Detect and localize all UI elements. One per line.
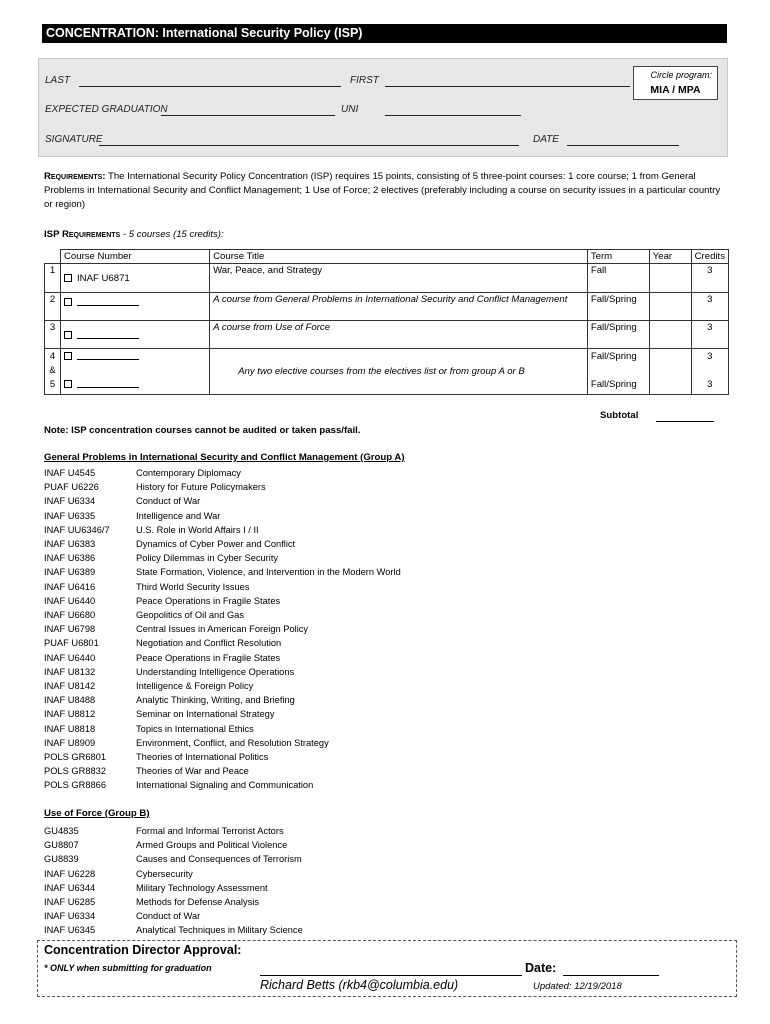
isp-requirements-sub: - 5 courses (15 credits): <box>120 229 224 240</box>
group-b-title: Use of Force (Group B) <box>44 808 150 819</box>
list-item <box>44 622 401 636</box>
approval-date-label: Date: <box>525 961 557 975</box>
approval-date-field[interactable] <box>563 975 659 976</box>
isp-requirements-label: ISP Requirements <box>44 229 121 240</box>
course-name: Formal and Informal Terrorist Actors <box>136 826 284 836</box>
course-code: INAF U4545 <box>44 468 96 478</box>
list-item <box>44 693 401 707</box>
list-item <box>44 580 401 594</box>
course-name: Armed Groups and Political Violence <box>136 840 288 851</box>
course-title-header: Course Title <box>210 250 588 264</box>
list-item <box>44 523 401 537</box>
course-name: Causes and Consequences of Terrorism <box>136 854 302 865</box>
year-cell[interactable] <box>649 349 691 395</box>
student-info-box <box>38 58 728 157</box>
course-title: Any two elective courses from the electives list or from group A or B <box>210 349 588 395</box>
course-name: Policy Dilemmas in Cyber Security <box>136 553 279 564</box>
list-item <box>44 594 401 608</box>
list-item <box>44 852 303 866</box>
list-item <box>44 608 401 622</box>
list-item <box>44 838 303 852</box>
course-number-blank[interactable] <box>77 352 139 360</box>
course-code: INAF U6680 <box>44 610 96 621</box>
list-item <box>44 909 303 923</box>
course-name: Negotiation and Conflict Resolution <box>136 638 282 649</box>
updated-date: Updated: 12/19/2018 <box>533 981 622 992</box>
course-code: INAF U6228 <box>44 868 96 879</box>
audit-note: Note: ISP concentration courses cannot be audited or taken pass/fail. <box>44 425 361 436</box>
course-code: INAF U6344 <box>44 882 96 893</box>
course-code: PUAF U6801 <box>44 638 99 649</box>
checkbox[interactable] <box>64 298 72 306</box>
course-code: GU4835 <box>44 826 79 836</box>
course-number-blank[interactable] <box>77 380 139 388</box>
year-cell[interactable] <box>649 321 691 349</box>
course-code: INAF U6440 <box>44 595 96 606</box>
course-code: INAF U6334 <box>44 496 96 507</box>
course-code: INAF U8812 <box>44 709 96 720</box>
list-item <box>44 636 401 650</box>
credits: 3 <box>691 293 728 321</box>
course-name: Understanding Intelligence Operations <box>136 666 295 677</box>
list-item <box>44 494 401 508</box>
group-a-list <box>44 466 401 793</box>
list-item <box>44 537 401 551</box>
list-item <box>44 665 401 679</box>
list-item <box>44 651 401 665</box>
subtotal-label: Subtotal <box>600 410 639 421</box>
credits: 3 <box>691 264 728 293</box>
list-item <box>44 867 303 881</box>
course-name: U.S. Role in World Affairs I / II <box>136 524 259 535</box>
list-item <box>44 736 401 750</box>
list-item <box>44 679 401 693</box>
course-table <box>44 249 729 395</box>
row-number: 3 <box>45 321 61 349</box>
course-code: GU8807 <box>44 840 79 851</box>
circle-program-label: Circle program: <box>650 70 712 80</box>
approval-heading: Concentration Director Approval: <box>44 943 242 957</box>
director-name: Richard Betts (rkb4@columbia.edu) <box>260 978 459 992</box>
term: Fall/Spring <box>590 351 637 362</box>
table-row <box>45 264 729 293</box>
list-item <box>44 565 401 579</box>
row-number: 1 <box>45 264 61 293</box>
term: Fall/Spring <box>587 293 649 321</box>
course-code: INAF U8909 <box>44 737 96 748</box>
program-circle-box[interactable] <box>633 66 718 100</box>
row-number: 4 & 5 <box>45 349 61 395</box>
course-code: INAF U6285 <box>44 897 96 908</box>
course-number-blank[interactable] <box>77 298 139 306</box>
course-name: Intelligence & Foreign Policy <box>136 681 254 692</box>
table-row <box>45 321 729 349</box>
course-name: Methods for Defense Analysis <box>136 897 259 908</box>
list-item <box>44 750 401 764</box>
course-code: POLS GR8832 <box>44 766 107 777</box>
date-field[interactable] <box>567 145 679 146</box>
course-title: A course from General Problems in International Security and Conflict Management <box>210 293 588 321</box>
last-name-field[interactable] <box>79 86 341 87</box>
course-code: INAF U6345 <box>44 925 96 936</box>
expected-graduation-label: EXPECTED GRADUATION <box>45 104 168 115</box>
requirements-label: Requirements: <box>44 171 106 182</box>
course-code: INAF U6798 <box>44 624 96 635</box>
course-code: INAF U6383 <box>44 539 96 550</box>
signature-label: SIGNATURE <box>45 134 103 145</box>
uni-field[interactable] <box>385 115 521 116</box>
isp-requirements-heading <box>44 229 224 240</box>
course-name: Conduct of War <box>136 496 201 507</box>
expected-graduation-field[interactable] <box>161 115 335 116</box>
checkbox[interactable] <box>64 331 72 339</box>
course-code: INAF U6335 <box>44 510 96 521</box>
course-name: Conduct of War <box>136 911 201 922</box>
course-code: INAF U8142 <box>44 681 96 692</box>
last-name-label: LAST <box>45 75 71 86</box>
table-header-row <box>45 250 729 264</box>
course-name: Peace Operations in Fragile States <box>136 595 281 606</box>
list-item <box>44 722 401 736</box>
course-code: INAF U8488 <box>44 695 96 706</box>
credits: 3 <box>707 379 713 390</box>
course-name: State Formation, Violence, and Intervention in the Modern World <box>136 567 401 578</box>
course-name: Third World Security Issues <box>136 581 250 592</box>
course-name: Contemporary Diplomacy <box>136 468 241 478</box>
group-b-list <box>44 824 303 938</box>
course-code: POLS GR6801 <box>44 752 107 763</box>
course-code: INAF U6386 <box>44 553 96 564</box>
course-name: Analytical Techniques in Military Science <box>136 925 303 936</box>
course-code: INAF U6334 <box>44 911 96 922</box>
group-a-title: General Problems in International Security and Conflict Management (Group A) <box>44 452 405 463</box>
list-item <box>44 551 401 565</box>
graduation-only-note: * ONLY when submitting for graduation <box>44 963 212 973</box>
list-item <box>44 764 401 778</box>
course-code: POLS GR8866 <box>44 780 107 791</box>
course-name: Environment, Conflict, and Resolution Strategy <box>136 737 329 748</box>
term: Fall <box>587 264 649 293</box>
requirements-paragraph <box>44 170 729 212</box>
course-name: Theories of War and Peace <box>136 766 249 777</box>
checkbox[interactable] <box>64 274 72 282</box>
credits-header: Credits <box>691 250 728 264</box>
course-name: Seminar on International Strategy <box>136 709 275 720</box>
course-title: War, Peace, and Strategy <box>210 264 588 293</box>
table-row <box>45 293 729 321</box>
course-code: INAF U8818 <box>44 723 96 734</box>
uni-label: UNI <box>341 104 359 115</box>
course-code: PUAF U6226 <box>44 482 99 493</box>
course-name: History for Future Policymakers <box>136 482 266 493</box>
course-name: Geopolitics of Oil and Gas <box>136 610 244 621</box>
course-code: INAF U6389 <box>44 567 96 578</box>
first-name-field[interactable] <box>385 86 630 87</box>
course-code: INAF U6416 <box>44 581 96 592</box>
first-name-label: FIRST <box>350 75 379 86</box>
year-header: Year <box>649 250 691 264</box>
list-item <box>44 824 303 838</box>
course-name: Peace Operations in Fragile States <box>136 652 281 663</box>
list-item <box>44 923 303 937</box>
year-cell[interactable] <box>649 293 691 321</box>
credits: 3 <box>691 321 728 349</box>
term: Fall/Spring <box>587 321 649 349</box>
course-code: INAF U6440 <box>44 652 96 663</box>
program-options[interactable]: MIA / MPA <box>650 84 701 96</box>
list-item <box>44 466 401 480</box>
table-row <box>45 349 729 395</box>
course-name: Intelligence and War <box>136 510 221 521</box>
list-item <box>44 509 401 523</box>
course-name: Central Issues in American Foreign Policy <box>136 624 309 635</box>
course-number-header: Course Number <box>60 250 209 264</box>
course-name: Topics in International Ethics <box>136 723 254 734</box>
credits: 3 <box>707 351 713 362</box>
row-number: 2 <box>45 293 61 321</box>
course-name: Cybersecurity <box>136 868 193 879</box>
checkbox[interactable] <box>64 380 72 388</box>
term-header: Term <box>587 250 649 264</box>
course-code: GU8839 <box>44 854 79 865</box>
course-name: Military Technology Assessment <box>136 882 268 893</box>
requirements-text: The International Security Policy Concentration (ISP) requires 15 points, consisting of 5 three-point courses: 1 core course; 1 from General Problems in International Security and Conflict Management; 1 Use of Force; 2 electives (preferably including a course on security issues in a particular country or region) <box>44 171 721 210</box>
course-name: Analytic Thinking, Writing, and Briefing <box>136 695 295 706</box>
course-title: A course from Use of Force <box>210 321 588 349</box>
director-approval-box <box>37 940 737 997</box>
course-number-blank[interactable] <box>77 331 139 339</box>
course-name: International Signaling and Communication <box>136 780 314 791</box>
course-code: INAF U8132 <box>44 666 96 677</box>
subtotal-field[interactable] <box>656 421 714 422</box>
list-item <box>44 895 303 909</box>
course-code: INAF UU6346/7 <box>44 524 110 535</box>
page-title: CONCENTRATION: International Security Policy (ISP) <box>42 24 727 43</box>
year-cell[interactable] <box>649 264 691 293</box>
director-signature-field[interactable] <box>260 975 522 976</box>
list-item <box>44 881 303 895</box>
list-item <box>44 480 401 494</box>
course-name: Theories of International Politics <box>136 752 269 763</box>
course-number: INAF U6871 <box>76 273 130 284</box>
signature-field[interactable] <box>99 145 519 146</box>
list-item <box>44 707 401 721</box>
course-name: Dynamics of Cyber Power and Conflict <box>136 539 296 550</box>
checkbox[interactable] <box>64 352 72 360</box>
term: Fall/Spring <box>590 379 637 390</box>
date-label: DATE <box>533 134 559 145</box>
list-item <box>44 778 401 792</box>
